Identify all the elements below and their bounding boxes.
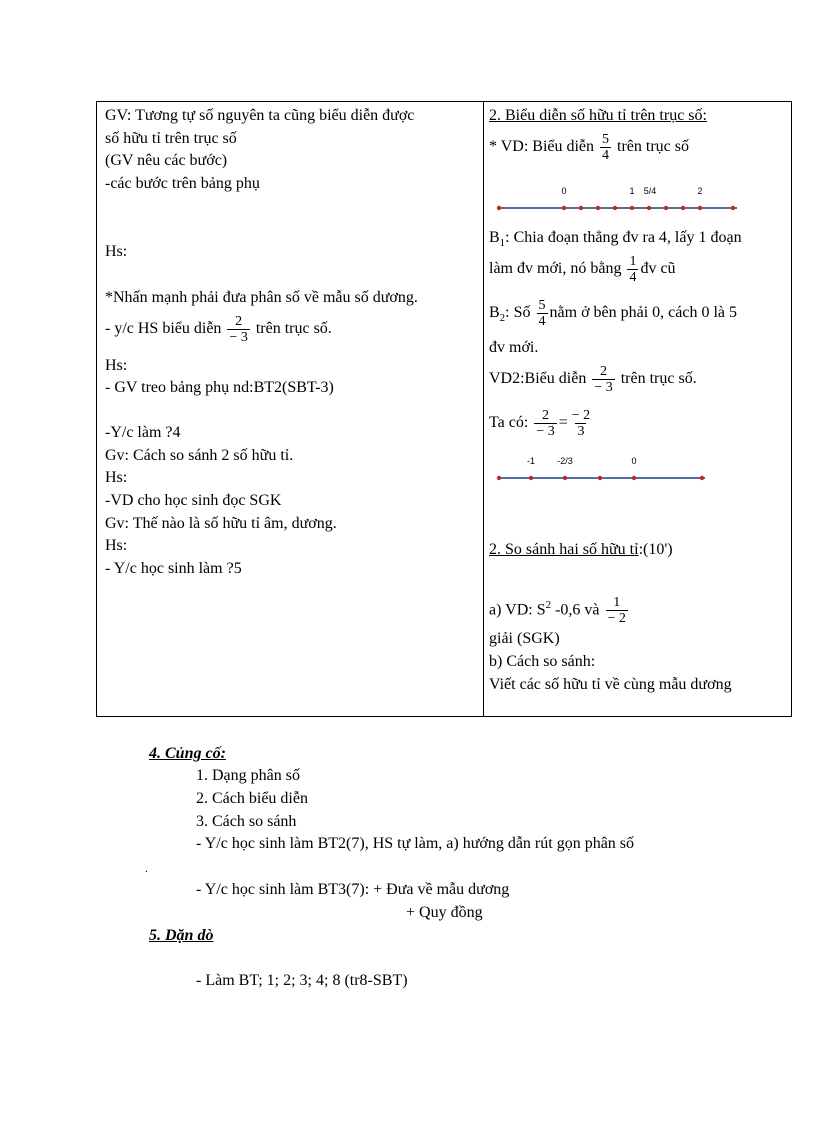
frac-den: 4 (629, 269, 637, 285)
b1-line2-prefix: làm đv mới, nó bằng (489, 260, 622, 277)
heading-cung-co-text: 4. Củng cố (149, 745, 221, 762)
left-line-3: (GV nêu các bước) (105, 152, 228, 169)
fraction-5-4-b2 (537, 298, 548, 329)
b2-suffix: nằm ở bên phải 0, cách 0 là 5 (549, 304, 738, 321)
left-line-yc-4: -Y/c làm ?4 (105, 424, 181, 441)
tick-point (497, 476, 501, 480)
tick-point (681, 206, 685, 210)
vd2-prefix: VD2:Biểu diễn (489, 370, 587, 387)
frac-den: − 3 (536, 423, 555, 439)
taco-line (489, 404, 594, 442)
frac-num: 5 (602, 131, 610, 147)
fraction-1-neg2 (606, 595, 628, 626)
viet-line: Viết các số hữu tỉ về cùng mẫu dương (489, 676, 732, 693)
vd3-line (489, 586, 630, 629)
tick-point (562, 206, 566, 210)
tick-point (698, 206, 702, 210)
equals-sign: = (558, 414, 568, 431)
tick-point (598, 476, 602, 480)
frac-num: 2 (600, 363, 608, 379)
frac-den: 3 (577, 423, 585, 439)
left-line-gv-bang-phu: - GV treo bảng phụ nd:BT2(SBT-3) (105, 379, 334, 396)
quy-dong-line: + Quy đồng (406, 904, 483, 921)
b2-subscript: 2 (499, 312, 506, 325)
heading-so-sanh-text: 2. So sánh hai số hữu tỉ (489, 541, 639, 558)
left-line-gv-so-sanh: Gv: Cách so sánh 2 số hữu tỉ. (105, 447, 294, 464)
frac-den: − 3 (229, 329, 248, 345)
taco-fraction-2 (570, 408, 592, 439)
taco-fraction-1 (534, 408, 556, 439)
cung-co-item-3: 3. Cách so sánh (196, 813, 297, 830)
tick-label: 5/4 (643, 186, 657, 196)
b1-text: : Chia đoạn thẳng đv ra 4, lấy 1 đoạn (505, 229, 742, 246)
tick-label: -2/3 (557, 456, 573, 466)
tick-point (579, 206, 583, 210)
yc-bt3-line: - Y/c học sinh làm BT3(7): + Đưa về mẫu dương (196, 881, 510, 898)
column-divider (483, 102, 484, 716)
heading-so-sanh-tail: :(10') (638, 541, 673, 558)
tren-truc-so-text: trên trục số. (255, 320, 332, 337)
frac-num: 1 (629, 253, 637, 269)
b1-line2-suffix: đv cũ (640, 260, 676, 277)
vd3-superscript: 2 (545, 599, 552, 611)
frac-den: − 3 (594, 379, 613, 395)
tick-label: 0 (561, 186, 567, 196)
tick-point (529, 476, 533, 480)
fraction-1-4 (627, 254, 638, 285)
cung-co-item-1: 1. Dạng phân số (196, 767, 300, 784)
heading-cung-co-colon: : (220, 745, 226, 762)
left-line-hs-4: Hs: (105, 537, 128, 554)
yc-bieu-dien-text: - y/c HS biểu diễn (105, 320, 222, 337)
number-line-2 (495, 454, 715, 486)
left-line-yc-5: - Y/c học sinh làm ?5 (105, 560, 242, 577)
frac-num: 2 (542, 407, 550, 423)
tick-point (700, 476, 704, 480)
frac-den: 4 (602, 147, 610, 163)
heading-cung-co (149, 744, 226, 764)
tick-point (647, 206, 651, 210)
left-line-hs-1: Hs: (105, 243, 128, 260)
frac-den: 4 (538, 313, 546, 329)
left-line-emphasis: *Nhấn mạnh phải đưa phân số về mẫu số dương. (105, 289, 418, 306)
tick-label: 1 (629, 186, 635, 196)
tick-point (497, 206, 501, 210)
frac-num: − 2 (571, 407, 591, 423)
heading-bieu-dien: 2. Biểu diễn số hữu tỉ trên trục số: (489, 107, 707, 124)
b2-letter: B (489, 304, 500, 321)
vd3-prefix: a) VD: S (489, 601, 546, 619)
tick-point (630, 206, 634, 210)
heading-dan-do: 5. Dặn dò (149, 927, 214, 944)
frac-num: 2 (235, 313, 243, 329)
frac-den: − 2 (607, 611, 626, 627)
heading-so-sanh (489, 540, 673, 560)
frac-num: 1 (613, 595, 621, 611)
fraction-5-4 (600, 132, 611, 163)
tick-point (596, 206, 600, 210)
vd1-line (489, 128, 689, 166)
b2-line-1 (489, 294, 737, 337)
b1-letter: B (489, 229, 500, 246)
vd1-suffix: trên trục số (617, 138, 690, 155)
left-line-yc-bieu-dien (105, 310, 332, 348)
homework-line: - Làm BT; 1; 2; 3; 4; 8 (tr8-SBT) (196, 972, 408, 989)
tick-point (563, 476, 567, 480)
left-line-2: số hữu tỉ trên trục số (105, 130, 237, 147)
cach-so-sanh-line: b) Cách so sánh: (489, 653, 596, 670)
left-line-hs-2: Hs: (105, 357, 128, 374)
cung-co-item-2: 2. Cách biểu diễn (196, 790, 308, 807)
giai-line: giải (SGK) (489, 630, 560, 647)
stray-dot: . (145, 861, 148, 875)
vd1-prefix: * VD: Biểu diễn (489, 138, 595, 155)
tick-label: -1 (526, 456, 536, 466)
left-line-vd-sgk: -VD cho học sinh đọc SGK (105, 492, 282, 509)
tick-label: 2 (697, 186, 703, 196)
vd3-mid: -0,6 và (551, 601, 600, 619)
left-line-hs-3: Hs: (105, 469, 128, 486)
taco-label: Ta có: (489, 414, 529, 431)
b2-prefix: : Số (505, 304, 531, 321)
tick-point (664, 206, 668, 210)
frac-num: 5 (538, 297, 546, 313)
fraction-2-neg3-vd2 (592, 364, 614, 395)
tick-label: 0 (631, 456, 637, 466)
yc-bt2-line: - Y/c học sinh làm BT2(7), HS tự làm, a) hướng dẫn rút gọn phân số (196, 835, 635, 852)
tick-point (632, 476, 636, 480)
tick-point (613, 206, 617, 210)
b2-line-2: đv mới. (489, 339, 539, 356)
lesson-table (96, 101, 792, 717)
left-line-4: -các bước trên bảng phụ (105, 175, 260, 192)
b1-subscript: 1 (499, 237, 506, 250)
b1-line-2 (489, 250, 676, 288)
tick-point (731, 206, 735, 210)
vd2-suffix: trên trục số. (620, 370, 697, 387)
left-line-gv-am-duong: Gv: Thế nào là số hữu tỉ âm, dương. (105, 515, 337, 532)
vd2-line (489, 360, 697, 398)
fraction-2-neg3 (227, 314, 249, 345)
number-line-1 (495, 180, 745, 216)
left-line-1: GV: Tương tự số nguyên ta cũng biểu diễn được (105, 107, 415, 124)
